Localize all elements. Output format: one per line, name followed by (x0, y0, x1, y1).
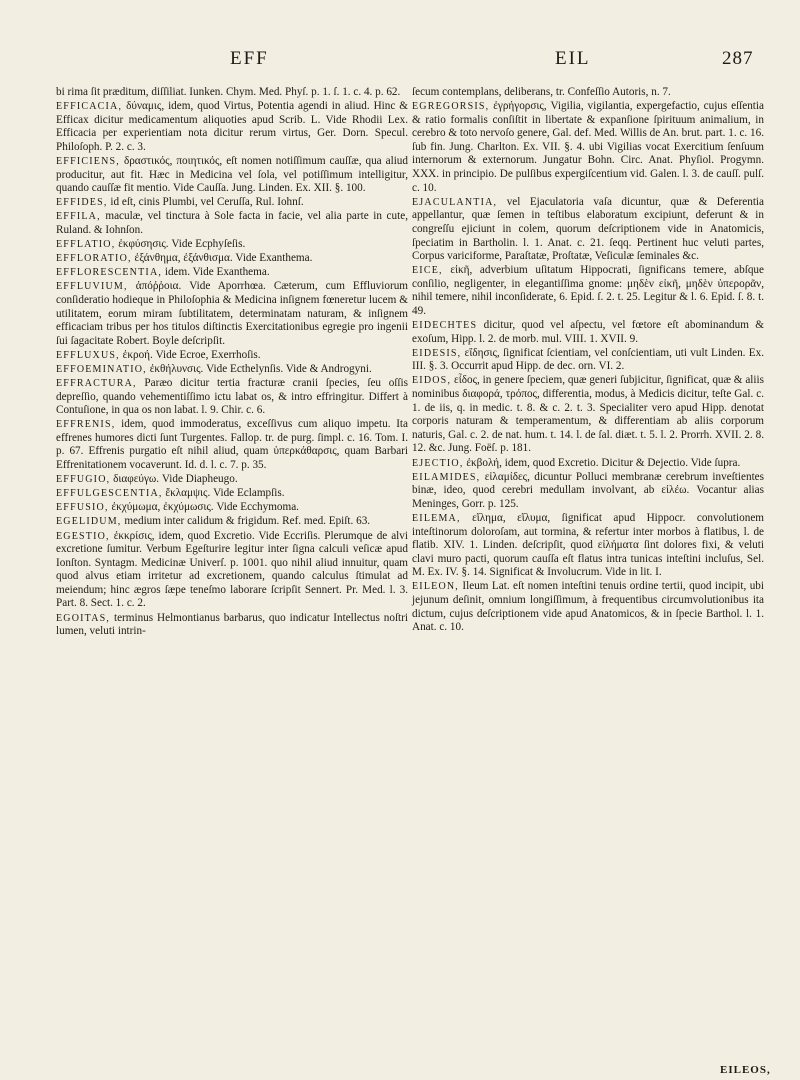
dictionary-entry (412, 457, 764, 471)
entry-headword: EFFIDES, (56, 197, 108, 209)
entry-text: ἐκφύσησις. Vide Ecphyſeſis. (115, 238, 246, 251)
page-number: 287 (722, 48, 754, 69)
entry-text: ἐκχύμωμα, ἐκχύμωσις. Vide Ecchymoma. (108, 501, 299, 514)
right-column (412, 86, 764, 635)
entry-headword: EFFLUXUS, (56, 349, 120, 361)
entry-headword: EFFLORESCENTIA, (56, 267, 163, 279)
entry-headword: EGELIDUM, (56, 516, 122, 528)
dictionary-entry (56, 155, 408, 196)
entry-text: δύναμις, idem, quod Virtus, Potentia agendi in aliud. Hinc & Efficax dicitur medicamentum aliquoties apud Scrib. L. Vide Rhodii Lex. Efficacia per experientiam nota dicitur rerum virtus, Ger. Dorn. Specul. Philoſoph. P. 2. c. 3. (56, 100, 408, 153)
entry-headword: EIDESIS, (412, 347, 462, 359)
dictionary-entry (412, 512, 764, 580)
running-head-left: EFF (230, 48, 269, 69)
dictionary-entry (412, 264, 764, 318)
entry-headword: EFFLUVIUM, (56, 281, 128, 293)
dictionary-entry (412, 580, 764, 634)
entry-headword: EILAMIDES, (412, 471, 481, 483)
dictionary-entry (56, 377, 408, 418)
entry-text: ἔκλαμψις. Vide Eclampſis. (162, 487, 285, 500)
entry-text: ἐξάνθημα, ἐξάνθισμα. Vide Exanthema. (131, 252, 313, 265)
dictionary-entry (412, 319, 764, 346)
entry-text: ἐκβολή, idem, quod Excretio. Dicitur & Dejectio. Vide ſupra. (463, 456, 741, 469)
entry-headword: EFFLORATIO, (56, 253, 132, 265)
entry-text: εἰκῆ, adverbium uſitatum Hippocrati, ſignificans temere, abſque conſilio, negligenter, in elegantiſſima gnome: μηδὲν εἰκῆ, μηδὲν ὑπερορᾶν, nihil temere, nihil inconſiderate, 6. Epid. ſ. 2. t. 25. Legitur & l. 6. Epid. ſ. 8. t. 49. (412, 264, 764, 317)
entry-headword: EFFRACTURA, (56, 377, 137, 389)
dictionary-entry (56, 238, 408, 252)
entry-text: id eſt, cinis Plumbi, vel Ceruſſa, Rul. Iohnſ. (107, 196, 304, 209)
entry-headword: EFFOEMINATIO, (56, 363, 147, 375)
entry-headword: EJACULANTIA, (412, 196, 498, 208)
dictionary-entry (412, 471, 764, 512)
entry-text: terminus Helmontianus barbarus, quo indicatur Intellectus noſtri lumen, veluti intrin- (56, 611, 408, 638)
dictionary-entry (56, 487, 408, 501)
entry-headword: EGOITAS, (56, 612, 111, 624)
dictionary-entry (412, 86, 764, 100)
entry-text: bi rima ſit præditum, diſſiliat. Iunken. Chym. Med. Phyſ. p. 1. ſ. 1. c. 4. p. 62. (56, 86, 401, 98)
entry-text: ἐκκρίσις, idem, quod Excretio. Vide Eccriſis. Plerumque de alvi excretione ſumitur. Verbum Egeſturire legitur inter ſigna calculi veſicæ apud Ionſton. Syntagm. Medicinæ Univerſ. p. 1001. quo nihil aliud innuitur, quam quod alvus etiam irritetur ad excretionem, quando calculus ſtimulat ad meiendum; hinc ægros ſæpe teneſmo laborare ſcripſit Sennert. Pr. Med. l. 3. Part. 8. Sect. 1. c. 2. (56, 529, 408, 610)
entry-text: εἶδος, in genere ſpeciem, quæ generi ſubjicitur, ſignificat, quæ & aliis nominibus διαφορά, τρόπος, differentia, modus, à Medicis dicitur, teſte Gal. c. 1. de iis, q. in medic. t. 8. & c. 2. t. 3. Specialiter vero apud Hipp. denotat corporis naturam & temperamentum, & differentiam ab aliis corporum naturis, Gal. c. 2. de nat. hum. t. 14. l. de ſal. diæt. t. 5. l. 2. Prorrh. XVII. 2. 8. 12. &c. Jung. Foëſ. p. 181. (412, 374, 764, 455)
dictionary-entry (412, 374, 764, 456)
entry-headword: EFFICACIA, (56, 101, 123, 113)
dictionary-entry (56, 86, 408, 100)
entry-headword: EILEON, (412, 581, 459, 593)
entry-headword: EIDECHTES (412, 320, 478, 332)
entry-headword: EFFRENIS, (56, 419, 116, 431)
entry-headword: EILEMA, (412, 512, 461, 524)
entry-headword: EICE, (412, 265, 443, 277)
running-head-center: EIL (555, 48, 591, 69)
entry-headword: EFFICIENS, (56, 155, 120, 167)
entry-text: ἐκθήλυνσις. Vide Ecthelynſis. Vide & Androgyni. (146, 362, 372, 375)
dictionary-entry (56, 363, 408, 377)
entry-headword: EFFUGIO, (56, 474, 111, 486)
entry-headword: EFFULGESCENTIA, (56, 488, 163, 500)
dictionary-entry (56, 501, 408, 515)
left-column (56, 86, 408, 639)
entry-text: maculæ, vel tinctura à Sole facta in facie, vel alia parte in cute, Ruland. & Iohnſon. (56, 210, 408, 236)
dictionary-entry (56, 473, 408, 487)
entry-text: vel Ejaculatoria vaſa dicuntur, quæ & Deferentia appellantur, quæ ſemen in teſtibus elaboratum excipiunt, deferunt & in congreſſu ejiciunt in colem, quorum deſcriptionem vide in Anatomicis, ſpeciatim in Bartholin. l. 1. Anat. c. 21. ſeqq. Pertinent huc veluti partes, Corpus variciforme, Paraſtatæ, Proſtatæ, Veſiculæ ſeminales &c. (412, 195, 764, 263)
entry-headword: EIDOS, (412, 375, 452, 387)
entry-headword: EJECTIO, (412, 457, 464, 469)
entry-headword: EGESTIO, (56, 530, 110, 542)
entry-text: Ileum Lat. eſt nomen inteſtini tenuis ordine tertii, quod incipit, ubi jejunum deſinit, omnium longiſſimum, à frequentibus circumvolutionibus ita dictum, cujus deſcriptionem vide apud Anatomicos, & in ſpecie Barthol. l. 1. Anat. c. 10. (412, 580, 764, 634)
entry-text: ἐγρήγορσις, Vigilia, vigilantia, expergefactio, cujus eſſentia & ratio formalis conſiſtit in libertate & expanſione ſpirituum animalium, in cerebro & toto nervoſo genere, Gal. def. Med. Willis de An. brut. part. 1. c. 16. ſub fin. Jung. Charlton. Ex. VII. §. 4. ubi Vigilias vocat Exercitium ſenſuum internorum & externorum. Jungatur Bohn. Circ. Anat. Phyſiol. Progymn. XXX. in principio. De pulſibus expergiſcentium vid. Galen. l. 3. de cauſſ. pulſ. c. 10. (412, 100, 764, 194)
dictionary-entry (412, 196, 764, 264)
entry-text: idem. Vide Exanthema. (162, 266, 270, 279)
dictionary-entry (412, 100, 764, 195)
entry-text: ἀπόῤῥοια. Vide Aporrhœa. Cæterum, cum Effluviorum conſideratio hodieque in Philoſophia & Medicina inſignem fœneretur lucem & utilitatem, eorum miram ſubtilitatem, determinatam naturam, & inſignem efficaciam tribus per hos titulos diſtinctis Exercitationibus egregie pro ingenii ſui ſagacitate Robert. Boyle deſcripſit. (56, 280, 408, 347)
entry-headword: EFFLATIO, (56, 239, 116, 251)
entry-headword: EFFILA, (56, 211, 101, 223)
entry-text: Paræo dicitur tertia fracturæ cranii ſpecies, ſeu oſſis depreſſio, quando vehementiſſimo ictu labat os, & intro effringitur. Differt à Contuſione, in qua os non labat. l. 9. Chir. c. 6. (56, 376, 408, 417)
dictionary-entry (56, 418, 408, 472)
dictionary-entry (56, 210, 408, 237)
entry-text: dicitur, quod vel aſpectu, vel fœtore eſt abominandum & exoſum, Hipp. l. 2. de morb. mul. VIII. 1. XVII. 9. (412, 319, 764, 345)
dictionary-entry (56, 196, 408, 210)
dictionary-entry (412, 347, 764, 374)
entry-text: medium inter calidum & frigidum. Ref. med. Epiſt. 63. (121, 515, 371, 528)
entry-text: ſecum contemplans, deliberans, tr. Confeſſio Autoris, n. 7. (412, 86, 671, 98)
entry-text: εἴλημα, εἴλυμα, ſignificat apud Hippocr. convolutionem inteſtinorum doloroſam, aut tormina, & refertur inter morbos à flatibus, l. de flatib. XIV. 1. Linden. deſcripſit, quod εἰλήματα ſint dolores fixi, & veluti clavi muro pacti, quorum cauſſa eſt flatus intra tunicas inteſtini incluſus, Sel. M. Ex. IV. §. 14. Significat & Involucrum. Vide in lit. I. (412, 511, 764, 579)
entry-headword: EFFUSIO, (56, 502, 109, 514)
entry-text: εἰλαμίδες, dicuntur Polluci membranæ cerebrum inveſtientes binæ, ideo, quod cerebri medullam involvant, ab εἰλέω. Vocantur alias Meninges, Gorr. p. 125. (412, 470, 764, 510)
entry-text: διαφεύγω. Vide Diapheugo. (110, 473, 238, 486)
dictionary-entry (56, 349, 408, 363)
dictionary-entry (56, 612, 408, 639)
entry-text: εἴδησις, ſignificat ſcientiam, vel conſcientiam, uti vult Linden. Ex. III. §. 3. Occurrit apud Hipp. de dec. orn. VI. 2. (412, 346, 764, 373)
page-header (0, 48, 800, 84)
dictionary-entry (56, 266, 408, 280)
entry-text: idem, quod immoderatus, exceſſivus cum aliquo impetu. Ita effrenes humores dicti ſunt Turgentes. Fallop. tr. de purg. ſimpl. c. 16. Tom. I. p. 67. Effrenis purgatio eſt nihil aliud, quam ὑπερκάθαρσις, quam Barbari Effrenitationem vocaverunt. Id. d. l. c. 7. p. 35. (56, 418, 408, 472)
entry-text: ἐκροή. Vide Ecroe, Exerrhoſis. (119, 348, 261, 361)
dictionary-entry (56, 515, 408, 529)
dictionary-entry (56, 280, 408, 348)
entry-text: δραστικός, ποιητικός, eſt nomen notiſſimum cauſſæ, qua aliud producitur, aut fit. Hæc in Medicina vel ſola, vel potiſſimum intelligitur, quando cauſſæ fit mentio. Vide Cauſſa. Jung. Linden. Ex. XII. §. 100. (56, 154, 408, 195)
catchword: EILEOS, (720, 1064, 771, 1076)
dictionary-entry (56, 100, 408, 154)
dictionary-entry (56, 530, 408, 612)
entry-headword: EGREGORSIS, (412, 101, 490, 113)
dictionary-entry (56, 252, 408, 266)
